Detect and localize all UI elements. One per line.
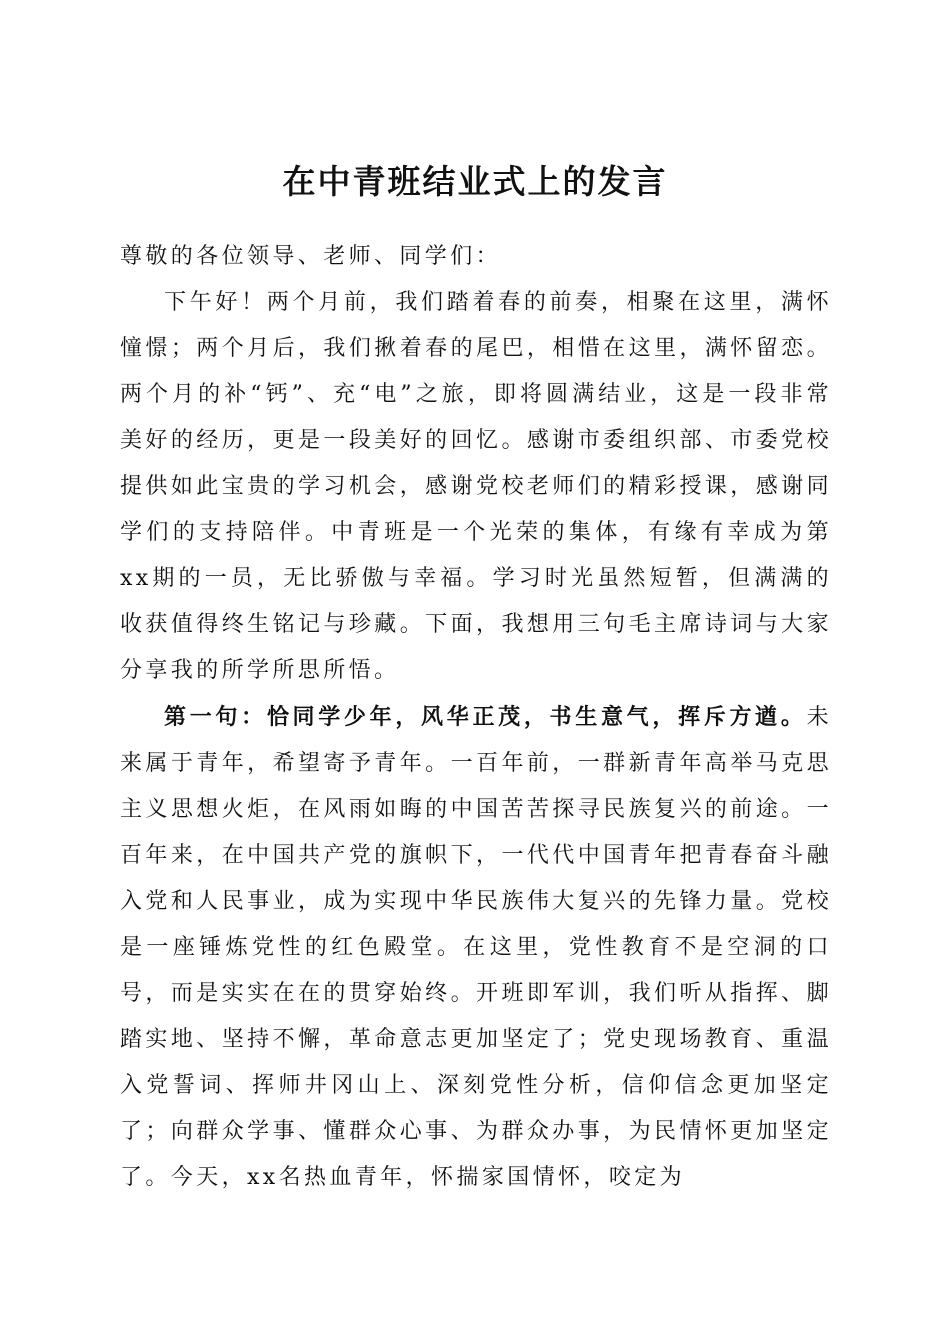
first-verse-heading: 第一句：恰同学少年，风华正茂，书生意气，挥斥方遒。 (164, 704, 807, 730)
paragraph-first-verse (120, 694, 832, 1201)
document-body (120, 234, 832, 1201)
first-verse-body: 未来属于青年，希望寄予青年。一百年前，一群新青年高举马克思主义思想火炬，在风雨如晦的中国苦苦探寻民族复兴的前途。一百年来，在中国共产党的旗帜下，一代代中国青年把青春奋斗融入党和人民事业，成为实现中华民族伟大复兴的先锋力量。党校是一座锤炼党性的红色殿堂。在这里，党性教育不是空洞的口号，而是实实在在的贯穿始终。开班即军训，我们听从指挥、脚踏实地、坚持不懈，革命意志更加坚定了；党史现场教育、重温入党誓词、挥师井冈山上、深刻党性分析，信仰信念更加坚定了；向群众学事、懂群众心事、为群众办事，为民情怀更加坚定了。今天，xx名热血青年，怀揣家国情怀，咬定为 (120, 705, 832, 1190)
salutation: 尊敬的各位领导、老师、同学们： (120, 244, 502, 269)
document-title: 在中青班结业式上的发言 (282, 162, 668, 202)
paragraph-greeting: 下午好！两个月前，我们踏着春的前奏，相聚在这里，满怀憧憬；两个月后，我们揪着春的尾巴，相惜在这里，满怀留恋。两个月的补“钙”、充“电”之旅，即将圆满结业，这是一段非常美好的经历，更是一段美好的回忆。感谢市委组织部、市委党校提供如此宝贵的学习机会，感谢党校老师们的精彩授课，感谢同学们的支持陪伴。中青班是一个光荣的集体，有缘有幸成为第xx期的一员，无比骄傲与幸福。学习时光虽然短暂，但满满的收获值得终生铭记与珍藏。下面，我想用三句毛主席诗词与大家分享我的所学所思所悟。 (120, 290, 832, 683)
